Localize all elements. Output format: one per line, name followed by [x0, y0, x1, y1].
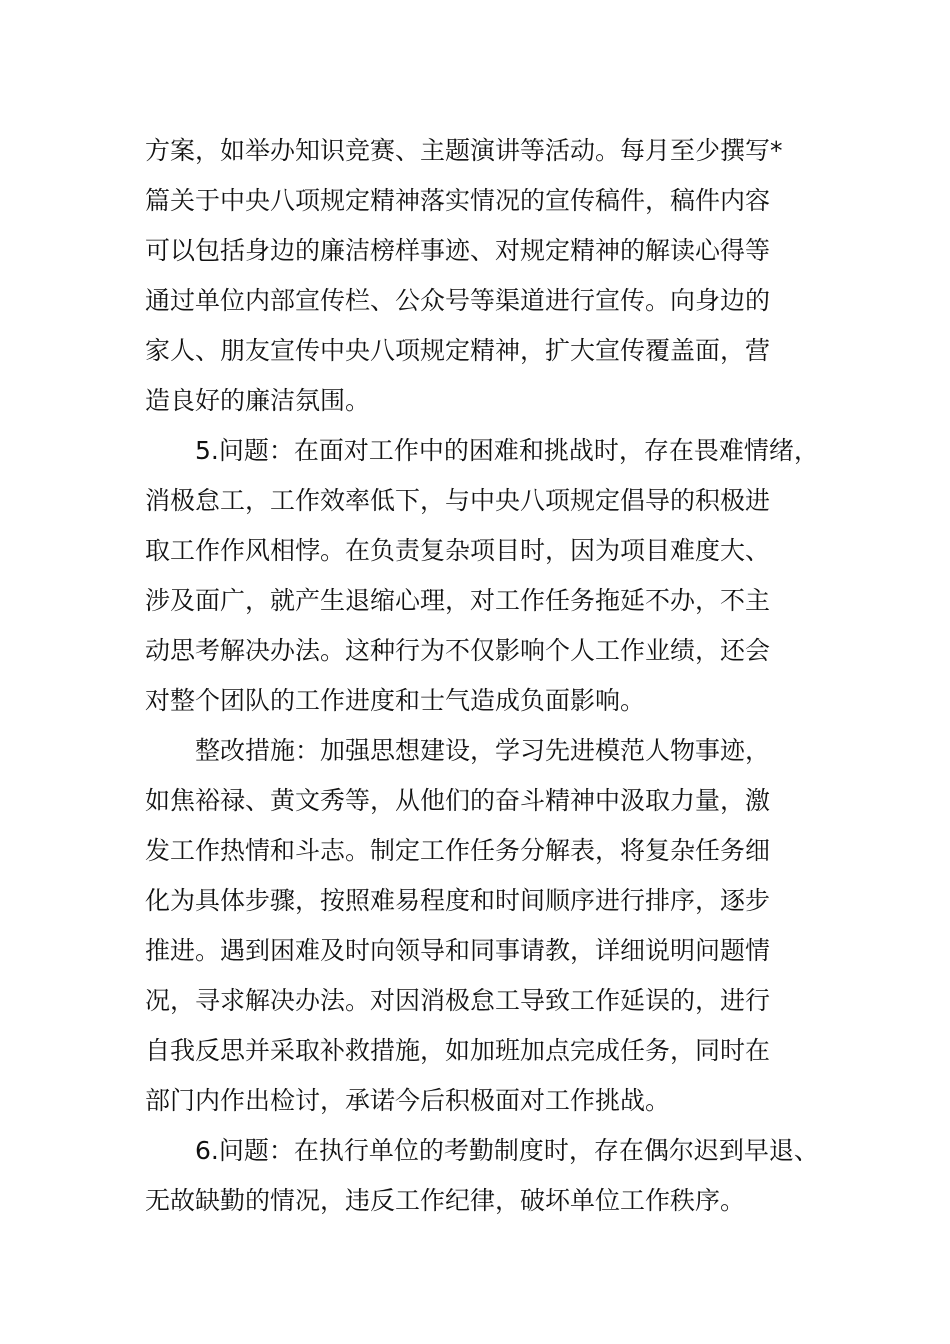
text-line: 对整个团队的工作进度和士气造成负面影响。	[145, 686, 646, 715]
text-line: 无故缺勤的情况，违反工作纪律，破坏单位工作秩序。	[145, 1186, 746, 1215]
text-line: 取工作作风相悖。在负责复杂项目时，因为项目难度大、	[145, 536, 771, 565]
text-line: 推进。遇到困难及时向领导和同事请教，详细说明问题情	[145, 936, 771, 965]
text-line: 况，寻求解决办法。对因消极怠工导致工作延误的，进行	[145, 986, 771, 1015]
text-line: 部门内作出检讨，承诺今后积极面对工作挑战。	[145, 1086, 671, 1115]
text-line: 动思考解决办法。这种行为不仅影响个人工作业绩，还会	[145, 636, 771, 665]
document-body	[145, 126, 835, 1226]
text-line: 涉及面广，就产生退缩心理，对工作任务拖延不办，不主	[145, 586, 771, 615]
text-line: 可以包括身边的廉洁榜样事迹、对规定精神的解读心得等	[145, 236, 771, 265]
text-line: 自我反思并采取补救措施，如加班加点完成任务，同时在	[145, 1036, 771, 1065]
text-line: 造良好的廉洁氛围。	[145, 386, 371, 415]
text-line: 方案，如举办知识竞赛、主题演讲等活动。每月至少撰写*	[145, 136, 783, 165]
text-line: 家人、朋友宣传中央八项规定精神，扩大宣传覆盖面，营	[145, 336, 771, 365]
text-line: 发工作热情和斗志。制定工作任务分解表，将复杂任务细	[145, 836, 771, 865]
paragraph-start-line: 5.问题：在面对工作中的困难和挑战时，存在畏难情绪，	[195, 436, 819, 465]
text-line: 如焦裕禄、黄文秀等，从他们的奋斗精神中汲取力量，激	[145, 786, 771, 815]
text-line: 化为具体步骤，按照难易程度和时间顺序进行排序，逐步	[145, 886, 771, 915]
paragraph-start-line: 整改措施：加强思想建设，学习先进模范人物事迹，	[195, 736, 771, 765]
text-line: 消极怠工，工作效率低下，与中央八项规定倡导的积极进	[145, 486, 771, 515]
text-line: 通过单位内部宣传栏、公众号等渠道进行宣传。向身边的	[145, 286, 771, 315]
text-line: 篇关于中央八项规定精神落实情况的宣传稿件，稿件内容	[145, 186, 771, 215]
paragraph-start-line: 6.问题：在执行单位的考勤制度时，存在偶尔迟到早退、	[195, 1136, 819, 1165]
